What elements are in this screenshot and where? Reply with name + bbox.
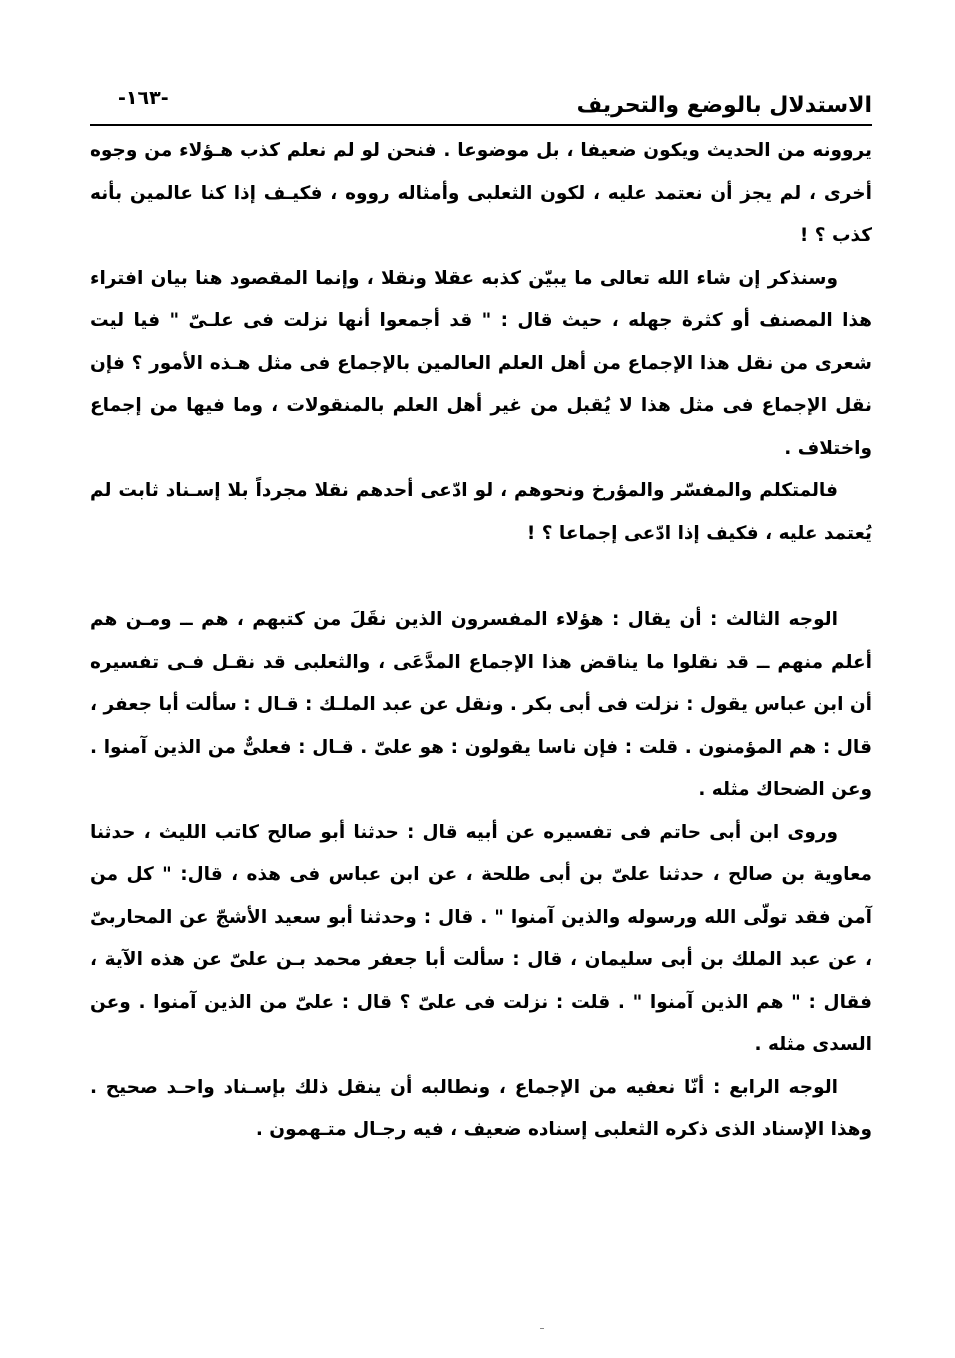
paragraph-5 [90,812,872,1067]
scan-mark [540,1328,544,1329]
paragraph-4 [90,599,872,812]
paragraph-text: وسنذكر إن شاء الله تعالى ما يبيّن كذبه عقلا ونقلا ، وإنما المقصود هنا بيان افتراء هذا المصنف أو كثرة جهله ، حيث قال : " قد أجمعوا أنها نزلت فى علـىّ " فيا ليت شعرى من نقل هذا الإجماع من أهل العلم العالمين بالإجماع فى مثل هـذه الأمور ؟ فإن نقل الإجماع فى مثل هذا لا يُقبل من غير أهل العلم بالمنقولات ، وما فيها من إجماع واختلاف . [90,267,872,459]
paragraph-1 [90,130,872,258]
paragraph-6 [90,1067,872,1152]
paragraph-text: أن يقال : هؤلاء المفسرون الذين نقَلَ من كتبهم ، هم ــ ومـن هم أعلم منهم ــ قد نقلوا ما يناقض هذا الإجماع المدَّعَى ، والثعلبى قد نقـل فـى تفسيره أن ابن عباس يقول : نزلت فى أبى بكر . ونقل عن عبد الملـك : قـال : سألت أبا جعفر ، قال : هم المؤمنون . قلت : فإن ناسا يقولون : هو علىّ . قـال : فعلىٌّ من الذين آمنوا . وعن الضحاك مثله . [90,609,872,800]
body-text [90,126,872,1152]
paragraph-text: وروى ابن أبى حاتم فى تفسيره عن أبيه قال : حدثنا أبو صالح كاتب الليث ، حدثنا معاوية بن صالح ، حدثنا علىّ بن أبى طلحة ، عن ابن عباس فى هذه ، قال: " كل من آمن فقد تولّى الله ورسوله والذين آمنوا " . قال : وحدثنا أبو سعيد الأشجّ عن المحاربىّ ، عن عبد الملك بن أبى سليمان ، قال : سألت أبا جعفر محمد بـن علىّ عن هذه الآية ، فقال : " هم الذين آمنوا " . قلت : نزلت فى علىّ ؟ قال : علىّ من الذين آمنوا . وعن السدى مثله . [90,821,872,1055]
page-number: -١٦٣- [118,87,169,109]
page-title: الاستدلال بالوضع والتحريف [576,93,872,118]
section-heading-fourth-aspect: الوجه الرابع : [712,1076,838,1098]
paragraph-text: فالمتكلم والمفسّر والمؤرخ ونحوهم ، لو ادّعى أحدهم نقلا مجرداً بلا إسـناد ثابت لم يُعتمد عليه ، فكيف إذا ادّعى إجماعا ؟ ! [90,480,872,544]
paragraph-2 [90,258,872,471]
paragraph-text: أنّا نعفيه من الإجماع ، ونطالبه أن ينقل ذلك بإسـناد واحـد صحيح . وهذا الإسناد الذى ذكره الثعلبى إسناده ضعيف ، فيه رجـال متـهمون . [90,1076,872,1140]
book-page [90,78,872,1318]
paragraph-3 [90,470,872,555]
running-header [90,78,872,126]
section-heading-third-aspect: الوجه الثالث : [710,609,838,630]
paragraph-text: يروونه من الحديث ويكون ضعيفا ، بل موضوعا . فنحن لو لم نعلم كذب هـؤلاء من وجوه أخرى ، لم يجز أن نعتمد عليه ، لكون الثعلبى وأمثاله رووه ، فكيـف إذا كنا عالمين بأنه كذب ؟ ! [90,140,872,246]
